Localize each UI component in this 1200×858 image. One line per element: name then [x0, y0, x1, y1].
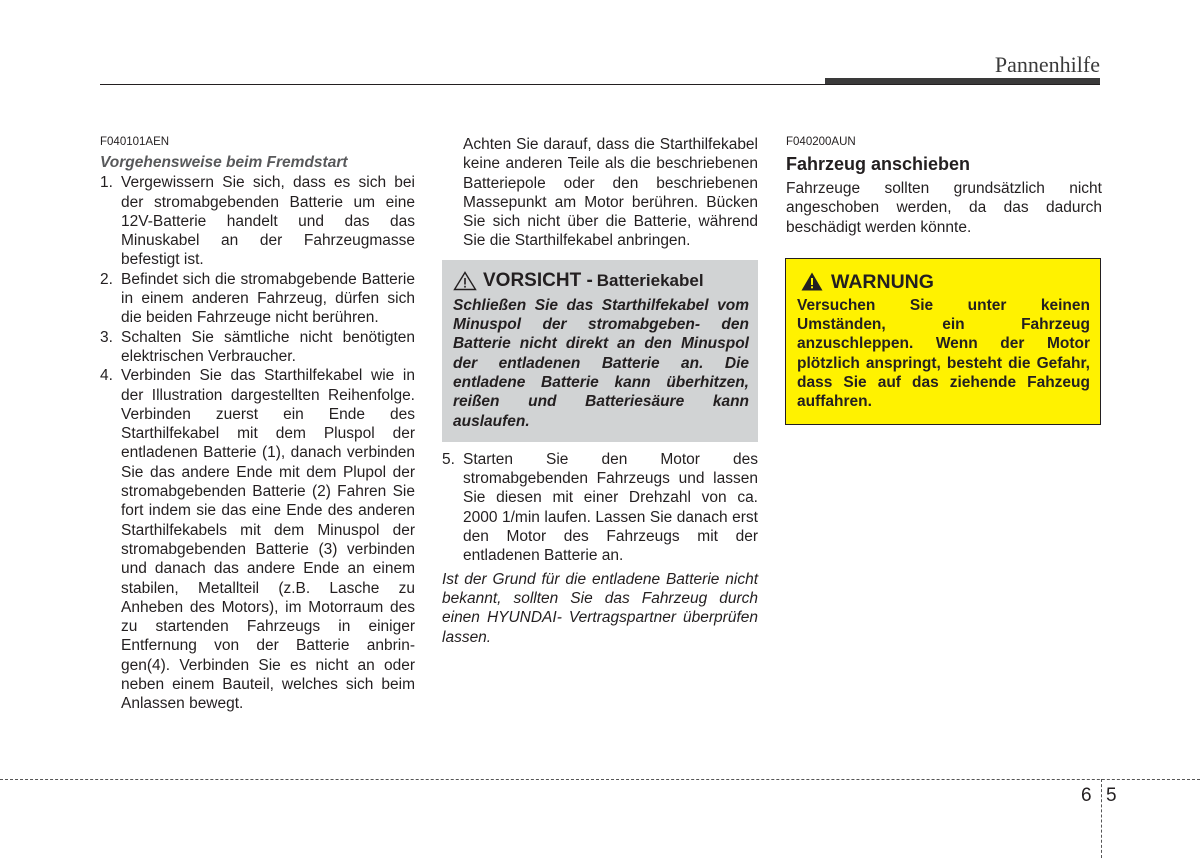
note-text: Ist der Grund für die entladene Batterie nicht bekannt, sollten Sie das Fahrzeug durch einen HYUNDAI- Vertragspartner überprüfen lassen.	[442, 570, 758, 646]
section-code: F040101AEN	[100, 136, 170, 148]
section-heading: Fahrzeug anschieben	[786, 154, 971, 174]
column-middle	[442, 135, 758, 647]
list-item	[442, 450, 758, 566]
list-number: 2.	[100, 270, 113, 288]
caution-title	[453, 270, 749, 292]
list-text: Vergewissern Sie sich, dass es sich bei der stromabgebenden Batterie um eine 12V-Batterie handelt und das das Minuskabel an der Fahrzeugmasse befestigt ist.	[121, 174, 415, 269]
column-left	[100, 135, 415, 714]
warning-triangle-icon	[801, 272, 823, 291]
footer-rule	[0, 779, 1200, 780]
section-code: F040200AUN	[786, 136, 856, 148]
subheading: Vorgehensweise beim Fremdstart	[100, 154, 348, 171]
list-number: 5.	[442, 450, 455, 468]
warning-text: Versuchen Sie unter keinen Umständen, ein Fahrzeug anzuschleppen. Wenn der Motor plötzlich anspringt, besteht die Gefahr, dass Sie auf das ziehende Fahzeug auffahren.	[797, 296, 1090, 411]
column-right	[786, 135, 1102, 425]
warning-label: WARNUNG	[831, 270, 934, 293]
continuation-text: Achten Sie darauf, dass die Starthilfekabel keine anderen Teile als die beschriebenen Batteriepole oder den beschriebenen Massepunkt am Motor berühren. Bücken Sie sich nicht über die Batterie, während Sie die Starthilfekabel anbringen.	[463, 136, 758, 250]
caution-box	[442, 260, 758, 442]
chapter-number: 6	[1081, 785, 1092, 806]
list-number: 3.	[100, 328, 113, 346]
warning-title	[797, 271, 1090, 293]
list-text: Befindet sich die stromabgebende Batterie in einem anderen Fahrzeug, dürfen sich die beiden Fahrzeuge nicht berühren.	[121, 270, 415, 327]
caution-label: VORSICHT -	[483, 269, 593, 291]
body-text: Fahrzeuge sollten grundsätzlich nicht angeschoben werden, da das dadurch beschädigt werden könnte.	[786, 180, 1102, 236]
warning-box	[785, 258, 1101, 425]
list-item	[100, 270, 415, 328]
section-title: Pannenhilfe	[994, 52, 1100, 77]
list-item	[100, 173, 415, 269]
list-number: 1.	[100, 174, 113, 192]
list-text: Verbinden Sie das Starthilfekabel wie in der Illustration dargestellten Reihenfolge. Verbinden zuerst ein Ende des Starthilfekabel mit dem Pluspol der entladenen Batterie (1), danach verbinden Sie das andere Ende mit dem Plupol der stromabgebenden Batterie (2) Fahren Sie fort indem sie das eine Ende des anderen Starthilfekabels mit dem Minuspol der stromabgebenden Batterie (3) verbinden und danach das andere Ende an einem stabilen, Metallteil (z.B. Lasche zu Anheben des Motors), im Motorraum des zu startenden Fahrzeugs in einiger Entfernung von der Batterie anbrin- gen(4). Verbinden Sie es nicht an oder neben einem Bauteil, welches sich beim Anlassen bewegt.	[121, 367, 415, 713]
list-text: Schalten Sie sämtliche nicht benötigten elektrischen Verbraucher.	[121, 328, 415, 365]
caution-subtitle: Batteriekabel	[596, 270, 704, 290]
header-rule	[100, 84, 1100, 85]
list-number: 4.	[100, 367, 113, 385]
page-number: 5	[1106, 785, 1117, 806]
caution-text: Schließen Sie das Starthilfekabel vom Minuspol der stromabgeben- den Batterie nicht direkt an den Minuspol der entladenen Batterie an. Die entladene Batterie kann überhitzen, reißen und Batteriesäure kann auslaufen.	[453, 296, 749, 430]
warning-triangle-icon	[453, 271, 477, 291]
list-item	[100, 366, 415, 713]
list-item	[100, 328, 415, 367]
list-text: Starten Sie den Motor des stromabgebenden Fahrzeugs und lassen Sie diesen mit einer Drehzahl von ca. 2000 1/min laufen. Lassen Sie danach erst den Motor des Fahrzeugs mit der entladenen Batterie an.	[463, 450, 758, 565]
footer-divider	[1101, 779, 1102, 858]
